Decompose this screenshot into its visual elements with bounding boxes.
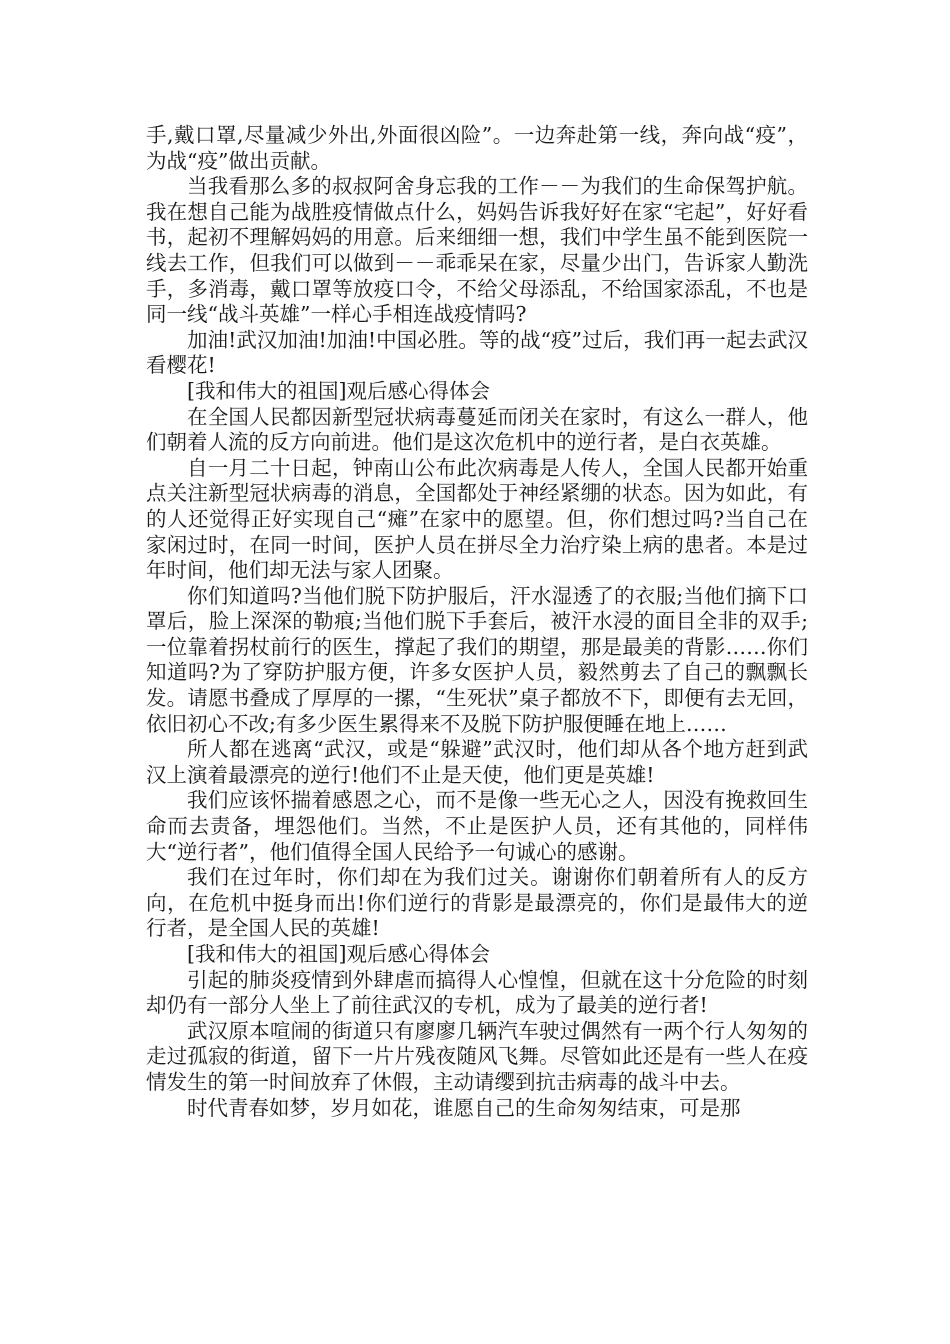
paragraph: 武汉原本喧闹的街道只有廖廖几辆汽车驶过偶然有一两个行人匆匆的走过孤寂的街道，留下一片片残夜随风飞舞。尽管如此还是有一些人在疫情发生的第一时间放弃了休假，主动请缨到抗击病毒的战斗中去。: [146, 1018, 808, 1094]
paragraph: 我们应该怀揣着感恩之心，而不是像一些无心之人，因没有挽救回生命而去责备，埋怨他们。当然，不止是医护人员，还有其他的，同样伟大“逆行者”，他们值得全国人民给予一句诚心的感谢。: [146, 788, 808, 864]
section-heading: [我和伟大的祖国]观后感心得体会: [187, 378, 490, 403]
section-heading: [我和伟大的祖国]观后感心得体会: [187, 942, 490, 966]
paragraph: 自一月二十日起，钟南山公布此次病毒是人传人，全国人民都开始重点关注新型冠状病毒的消息，全国都处于神经紧绷的状态。因为如此，有的人还觉得正好实现自己“瘫”在家中的愿望。但，你们想过吗?当自己在家闲过时，在同一时间，医护人员在拼尽全力治疗染上病的患者。本是过年时间，他们却无法与家人团聚。: [146, 455, 808, 583]
paragraph: 我们在过年时，你们却在为我们过关。谢谢你们朝着所有人的反方向，在危机中挺身而出!你们逆行的背影是最漂亮的，你们是最伟大的逆行者，是全国人民的英雄!: [146, 865, 808, 941]
paragraph: 加油!武汉加油!加油!中国必胜。等的战“疫”过后，我们再一起去武汉看樱花!: [146, 327, 808, 378]
paragraph: 当我看那么多的叔叔阿舍身忘我的工作－－为我们的生命保驾护航。我在想自己能为战胜疫情做点什么，妈妈告诉我好好在家“宅起”，好好看书，起初不理解妈妈的用意。后来细细一想，我们中学生虽不能到医院一线去工作，但我们可以做到－－乖乖呆在家，尽量少出门，告诉家人勤洗手，多消毒，戴口罩等放疫口令，不给父母添乱，不给国家添乱，不也是同一线“战斗英雄”一样心手相连战疫情吗?: [146, 174, 808, 327]
paragraph: 在全国人民都因新型冠状病毒蔓延而闭关在家时，有这么一群人，他们朝着人流的反方向前进。他们是这次危机中的逆行者，是白衣英雄。: [146, 404, 808, 455]
paragraph: 你们知道吗?当他们脱下防护服后，汗水湿透了的衣服;当他们摘下口罩后，脸上深深的勒痕;当他们脱下手套后，被汗水浸的面目全非的双手;一位靠着拐杖前行的医生，撑起了我们的期望，那是最美的背影……你们知道吗?为了穿防护服方便，许多女医护人员，毅然剪去了自己的飘飘长发。请愿书叠成了厚厚的一摞，“生死状”桌子都放不下，即便有去无回，依旧初心不改;有多少医生累得来不及脱下防护服便睡在地上……: [146, 583, 808, 736]
paragraph: 引起的肺炎疫情到外肆虐而搞得人心惶惶，但就在这十分危险的时刻却仍有一部分人坐上了前往武汉的专机，成为了最美的逆行者!: [146, 967, 808, 1018]
paragraph: 所人都在逃离“武汉，或是“躲避”武汉时，他们却从各个地方赶到武汉上演着最漂亮的逆行!他们不止是天使，他们更是英雄!: [146, 737, 808, 787]
document-page: [146, 123, 808, 1121]
paragraph: 手,戴口罩,尽量减少外出,外面很凶险”。一边奔赴第一线，奔向战“疫”，为战“疫”做出贡献。: [146, 123, 808, 173]
paragraph: 时代青春如梦，岁月如花，谁愿自己的生命匆匆结束，可是那: [187, 1095, 741, 1120]
